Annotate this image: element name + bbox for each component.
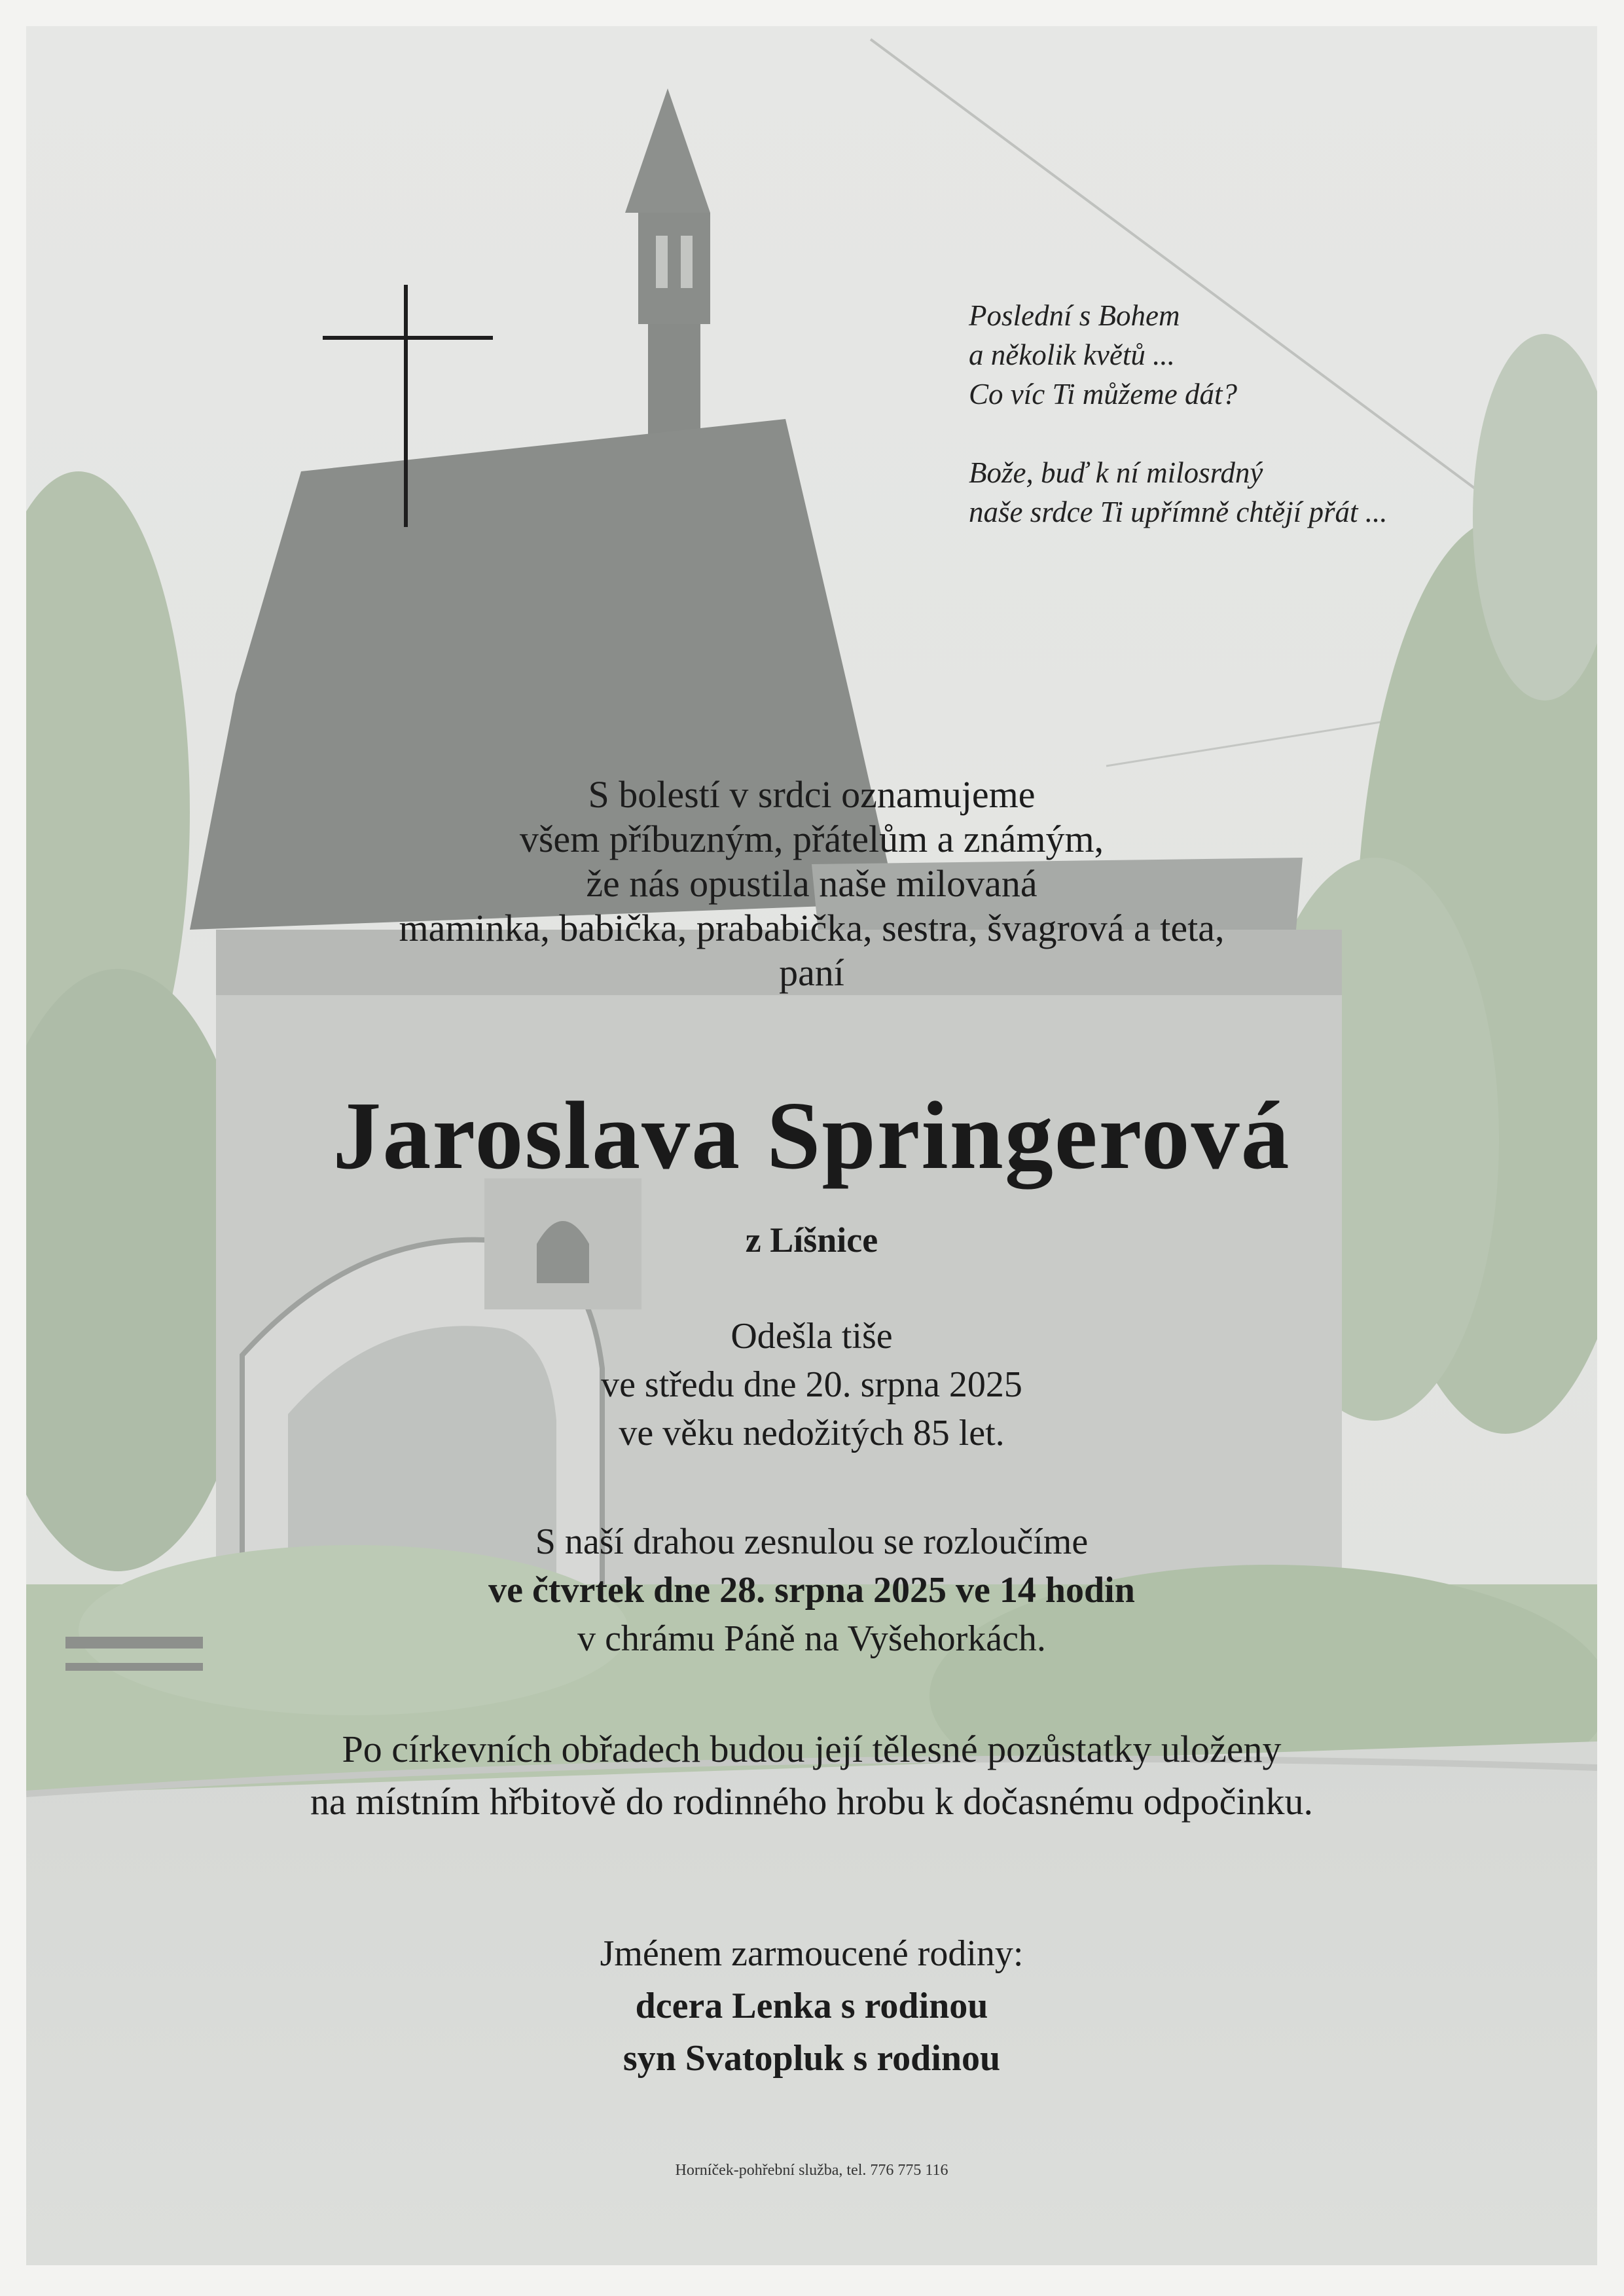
poem-line: Bože, buď k ní milosrdný (969, 456, 1263, 489)
funeral-details (157, 1518, 1466, 1663)
poem-stanza-gap (969, 414, 1558, 453)
funeral-location: v chrámu Páně na Vyšehorkách. (577, 1618, 1046, 1659)
family-signature (157, 1927, 1466, 2085)
family-member: dcera Lenka s rodinou (635, 1986, 988, 2026)
deceased-origin: z Líšnice (745, 1220, 878, 1260)
intro-line: paní (779, 951, 844, 994)
poem-verse (969, 296, 1558, 532)
announcement-intro (157, 773, 1466, 995)
family-heading: Jménem zarmoucené rodiny: (600, 1933, 1024, 1974)
poem-line: naše srdce Ti upřímně chtějí přát ... (969, 496, 1388, 528)
intro-line: všem příbuzným, přátelům a známým, (519, 818, 1104, 860)
poem-line: Poslední s Bohem (969, 299, 1180, 332)
passing-line: Odešla tiše (731, 1316, 893, 1357)
intro-line: že nás opustila naše milovaná (586, 862, 1038, 905)
burial-line: na místním hřbitově do rodinného hrobu k dočasnému odpočinku. (310, 1780, 1313, 1823)
passing-line: ve věku nedožitých 85 let. (619, 1413, 1005, 1453)
intro-line: S bolestí v srdci oznamujeme (588, 773, 1036, 816)
poem-line: Co víc Ti můžeme dát? (969, 378, 1237, 410)
intro-line: maminka, babička, prababička, sestra, švagrová a teta, (399, 907, 1225, 949)
burial-line: Po církevních obřadech budou její tělesné pozůstatky uloženy (342, 1728, 1282, 1770)
burial-info (105, 1723, 1519, 1828)
family-member: syn Svatopluk s rodinou (623, 2038, 1001, 2079)
poem-line: a několik květů ... (969, 338, 1175, 371)
farewell-line: S naší drahou zesnulou se rozloučíme (535, 1522, 1089, 1562)
passing-info (157, 1312, 1466, 1457)
passing-line: ve středu dne 20. srpna 2025 (601, 1364, 1022, 1405)
deceased-name: Jaroslava Springerová (333, 1082, 1291, 1190)
obituary-sheet (26, 26, 1597, 2265)
funeral-service-footer: Horníček-pohřební služba, tel. 776 775 116 (675, 2162, 948, 2179)
funeral-date-time: ve čtvrtek dne 28. srpna 2025 ve 14 hodin (488, 1570, 1135, 1611)
